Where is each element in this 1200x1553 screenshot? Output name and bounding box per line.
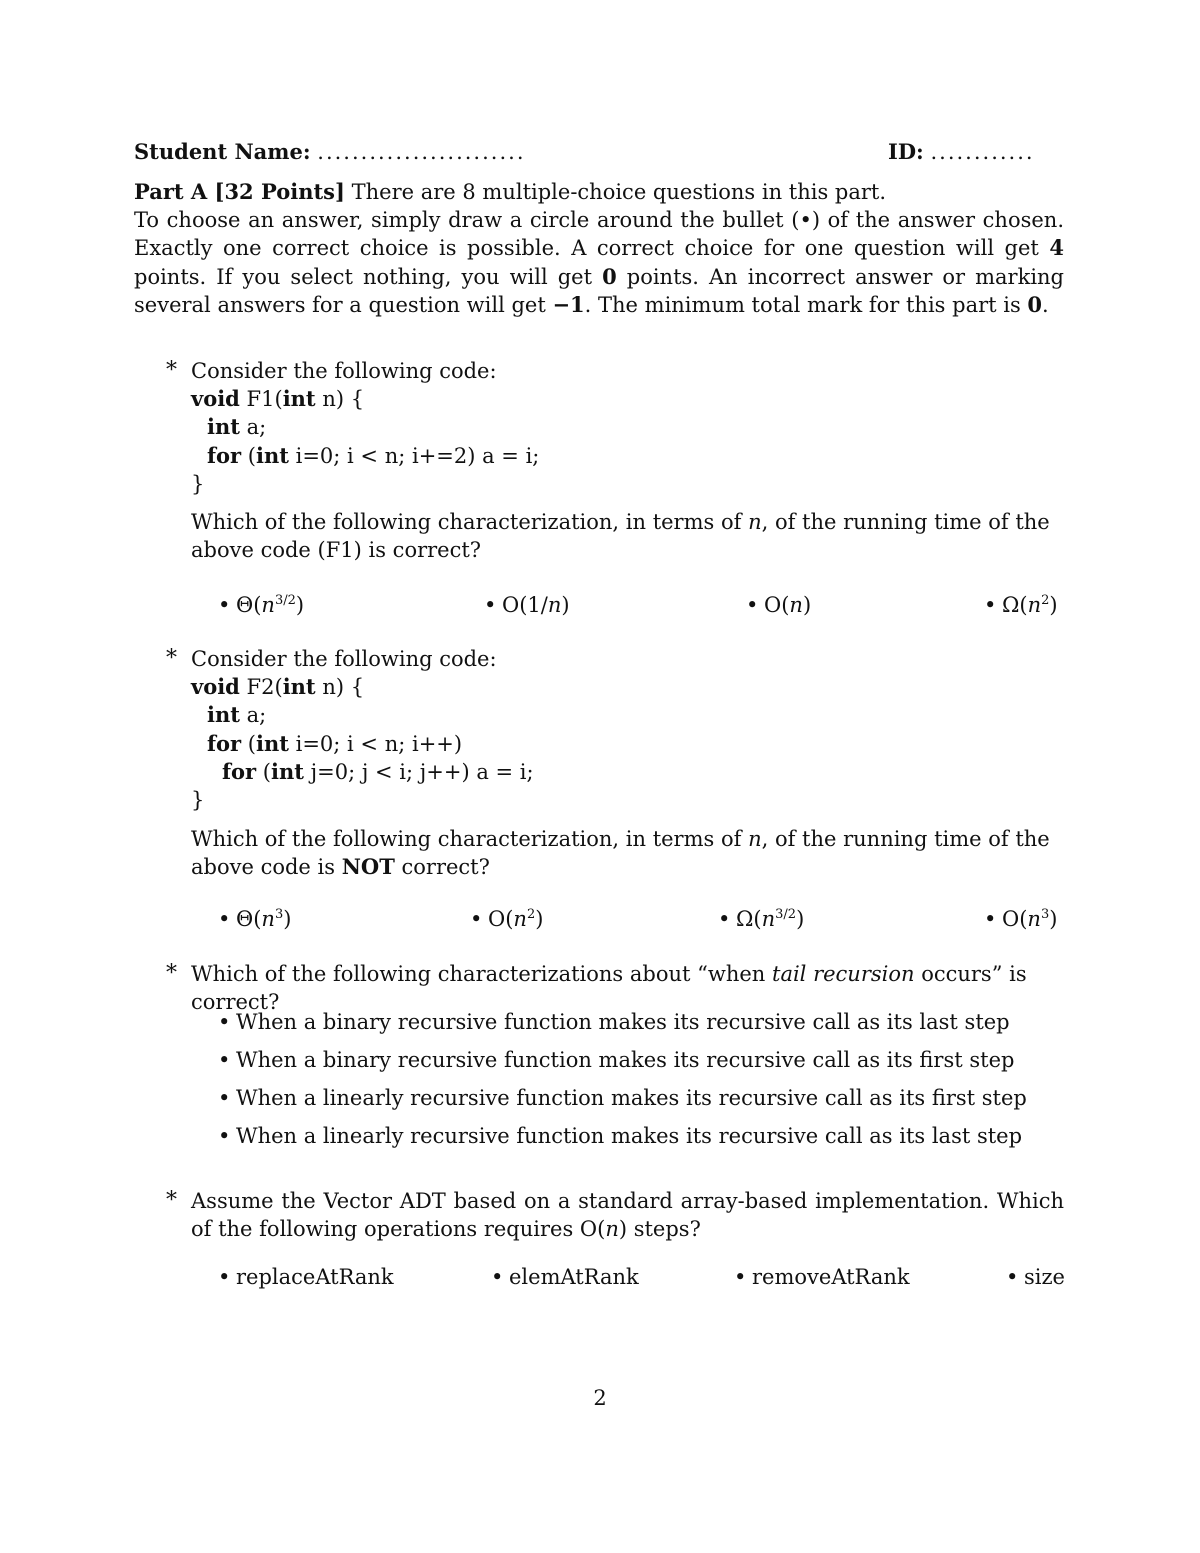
question-1-text — [191, 508, 1064, 565]
math-var: n — [261, 907, 275, 931]
option-text: elemAtRank — [509, 1265, 639, 1289]
question-text: Which of the following characterization, in terms of — [191, 827, 749, 851]
code-line — [191, 413, 539, 441]
code-text: n) { — [315, 387, 365, 411]
answer-bullet[interactable]: • — [734, 1265, 747, 1289]
q1-option-1[interactable] — [218, 591, 304, 619]
answer-bullet[interactable]: • — [218, 1048, 231, 1072]
page-number: 2 — [593, 1386, 607, 1410]
q2-option-1[interactable] — [218, 905, 291, 933]
exponent: 2 — [526, 907, 536, 922]
exponent: 3/2 — [775, 907, 797, 922]
exponent: 3 — [1040, 907, 1050, 922]
option-text: Ω( — [736, 907, 762, 931]
answer-bullet[interactable]: • — [218, 1086, 231, 1110]
q4-option-2[interactable] — [491, 1263, 639, 1291]
question-text: Which of the following characterizations about “when — [191, 962, 772, 986]
id-label: ID: — [888, 139, 924, 164]
code-line: } — [191, 788, 205, 813]
math-var: n — [261, 593, 275, 617]
question-1-intro: Consider the following code: — [191, 359, 497, 383]
exponent: 2 — [1041, 593, 1050, 608]
option-text: O(1/ — [502, 593, 548, 617]
part-intro: There are 8 multiple-choice questions in this part. — [351, 180, 887, 204]
question-text: , of the running time of the above code (F1) is correct? — [191, 510, 1050, 563]
code-text: j=0; j < i; j++) a = i; — [303, 759, 534, 784]
question-marker: * — [166, 358, 177, 383]
math-var: n — [605, 1217, 619, 1242]
math-var: n — [748, 510, 762, 534]
math-var: n — [761, 907, 776, 931]
q2-option-2[interactable] — [470, 905, 543, 933]
option-text: When a linearly recursive function makes its recursive call as its last step — [236, 1124, 1023, 1148]
question-emphasis: NOT — [341, 854, 395, 880]
option-text: removeAtRank — [752, 1265, 910, 1289]
instructions-points-none: 0 — [602, 263, 617, 289]
option-text: ) — [283, 907, 292, 931]
code-line — [191, 385, 539, 413]
code-keyword: int — [270, 758, 304, 784]
option-text: ) — [535, 907, 544, 931]
instructions-points-correct: 4 — [1049, 235, 1064, 261]
q4-option-1[interactable] — [218, 1263, 394, 1291]
instructions-text-2: points. If you select nothing, you will get — [134, 264, 603, 289]
option-text: ) — [802, 593, 812, 617]
q2-option-3[interactable] — [718, 905, 804, 933]
instructions-points-min: 0 — [1027, 291, 1043, 317]
student-name-label: Student Name: — [134, 139, 311, 164]
answer-bullet[interactable]: • — [984, 907, 997, 931]
question-2-text — [191, 825, 1064, 882]
question-text: occurs” is correct? — [191, 962, 1027, 1015]
code-line — [191, 442, 539, 470]
question-2 — [166, 645, 1066, 935]
question-4-text — [191, 1187, 1064, 1244]
answer-bullet[interactable]: • — [218, 1124, 231, 1148]
code-keyword: void — [191, 674, 240, 699]
id-field — [888, 138, 1035, 166]
id-dots: ............ — [930, 140, 1035, 164]
code-text: ( — [241, 731, 256, 756]
option-text: When a binary recursive function makes its recursive call as its last step — [236, 1010, 1010, 1034]
code-keyword: int — [255, 442, 289, 468]
code-text: a; — [239, 415, 267, 440]
answer-bullet[interactable]: • — [484, 593, 497, 617]
answer-bullet[interactable]: • — [218, 907, 231, 931]
answer-bullet[interactable]: • — [218, 593, 231, 617]
student-name-dots: ........................ — [317, 140, 526, 164]
code-text: i=0; i < n; i+=2) a = i; — [288, 443, 540, 468]
code-keyword: int — [282, 674, 316, 699]
answer-bullet[interactable]: • — [718, 907, 731, 931]
code-keyword: for — [207, 730, 242, 756]
code-text: F1( — [239, 387, 283, 411]
question-marker: * — [166, 961, 177, 986]
code-block-f1 — [191, 385, 539, 498]
code-text: i=0; i < n; i++) — [288, 731, 463, 756]
code-keyword: int — [255, 730, 289, 756]
question-2-intro: Consider the following code: — [191, 647, 497, 671]
part-title: Part A [32 Points] — [134, 179, 345, 204]
answer-bullet[interactable]: • — [746, 593, 759, 617]
code-keyword: for — [207, 442, 242, 468]
question-1 — [166, 357, 1066, 627]
option-text: When a linearly recursive function makes its recursive call as its first step — [236, 1086, 1027, 1110]
code-line — [191, 701, 534, 729]
q1-option-2[interactable] — [484, 591, 570, 619]
student-name-field — [134, 138, 526, 166]
code-text: F2( — [239, 675, 283, 699]
option-text: ) — [1049, 593, 1058, 617]
option-text: Ω( — [1002, 593, 1028, 617]
answer-bullet[interactable]: • — [218, 1010, 231, 1034]
code-keyword: int — [207, 702, 240, 728]
question-3 — [166, 960, 1066, 1160]
math-var: n — [1027, 593, 1042, 617]
part-instructions — [134, 206, 1064, 319]
answer-bullet[interactable]: • — [1006, 1265, 1019, 1289]
code-line — [191, 758, 534, 786]
q3-option-2[interactable] — [218, 1046, 1014, 1074]
code-line: } — [191, 471, 205, 496]
math-var: n — [748, 827, 762, 851]
code-text: n) { — [315, 675, 365, 699]
instructions-points-wrong: −1 — [552, 291, 585, 317]
question-text: Assume the Vector ADT based on a standard array-based implementation. Which of the following operations requires O( — [191, 1189, 1064, 1242]
option-text: ) — [561, 593, 570, 617]
question-emphasis: tail recursion — [772, 962, 915, 986]
option-text: Θ( — [236, 907, 262, 931]
q3-option-3[interactable] — [218, 1084, 1027, 1112]
option-text: replaceAtRank — [236, 1265, 394, 1289]
code-keyword: int — [207, 414, 240, 440]
option-text: ) — [1049, 907, 1058, 931]
instructions-text-3: points. An incorrect answer or marking several answers for a question will get — [134, 264, 1064, 317]
q4-option-3[interactable] — [734, 1263, 910, 1291]
math-var: n — [547, 593, 562, 617]
question-marker: * — [166, 646, 177, 671]
math-var: n — [513, 907, 527, 931]
math-var: n — [1027, 907, 1041, 931]
instructions-text-4: . The minimum total mark for this part is — [584, 292, 1028, 317]
question-text: correct? — [394, 855, 490, 880]
code-keyword: int — [282, 386, 316, 411]
code-block-f2 — [191, 673, 534, 814]
q2-option-4[interactable] — [984, 905, 1057, 933]
code-keyword: for — [222, 758, 257, 784]
exponent: 3/2 — [274, 593, 296, 608]
q4-option-4[interactable] — [1006, 1263, 1065, 1291]
code-line — [191, 730, 534, 758]
q3-option-4[interactable] — [218, 1122, 1022, 1150]
q1-option-4[interactable] — [984, 591, 1058, 619]
option-text: When a binary recursive function makes its recursive call as its first step — [236, 1048, 1015, 1072]
option-text: Θ( — [236, 593, 262, 617]
answer-bullet[interactable]: • — [470, 907, 483, 931]
q1-option-3[interactable] — [746, 591, 811, 619]
option-text: size — [1024, 1265, 1065, 1289]
question-marker: * — [166, 1188, 177, 1213]
option-text: O( — [764, 593, 790, 617]
part-heading — [134, 178, 886, 206]
code-text: ( — [256, 759, 271, 784]
option-text: O( — [1002, 907, 1028, 931]
question-text: Which of the following characterization, in terms of — [191, 510, 749, 534]
math-var: n — [789, 593, 803, 617]
q3-option-1[interactable] — [218, 1008, 1010, 1036]
code-text: ( — [241, 443, 256, 468]
answer-bullet[interactable]: • — [984, 593, 997, 617]
question-4 — [166, 1187, 1066, 1297]
exponent: 3 — [274, 907, 284, 922]
question-text: , of the running time of the above code is — [191, 827, 1050, 880]
code-line — [191, 673, 534, 701]
option-text: ) — [796, 907, 805, 931]
code-text: a; — [239, 703, 267, 728]
question-text: ) steps? — [618, 1217, 701, 1242]
option-text: ) — [295, 593, 305, 617]
code-keyword: void — [191, 386, 240, 411]
option-text: O( — [488, 907, 514, 931]
instructions-text-1: To choose an answer, simply draw a circle around the bullet (•) of the answer chosen. Exactly one correct choice is possible. A correct choice for one question will get — [134, 208, 1064, 261]
instructions-text-5: . — [1042, 292, 1049, 317]
answer-bullet[interactable]: • — [218, 1265, 231, 1289]
answer-bullet[interactable]: • — [491, 1265, 504, 1289]
